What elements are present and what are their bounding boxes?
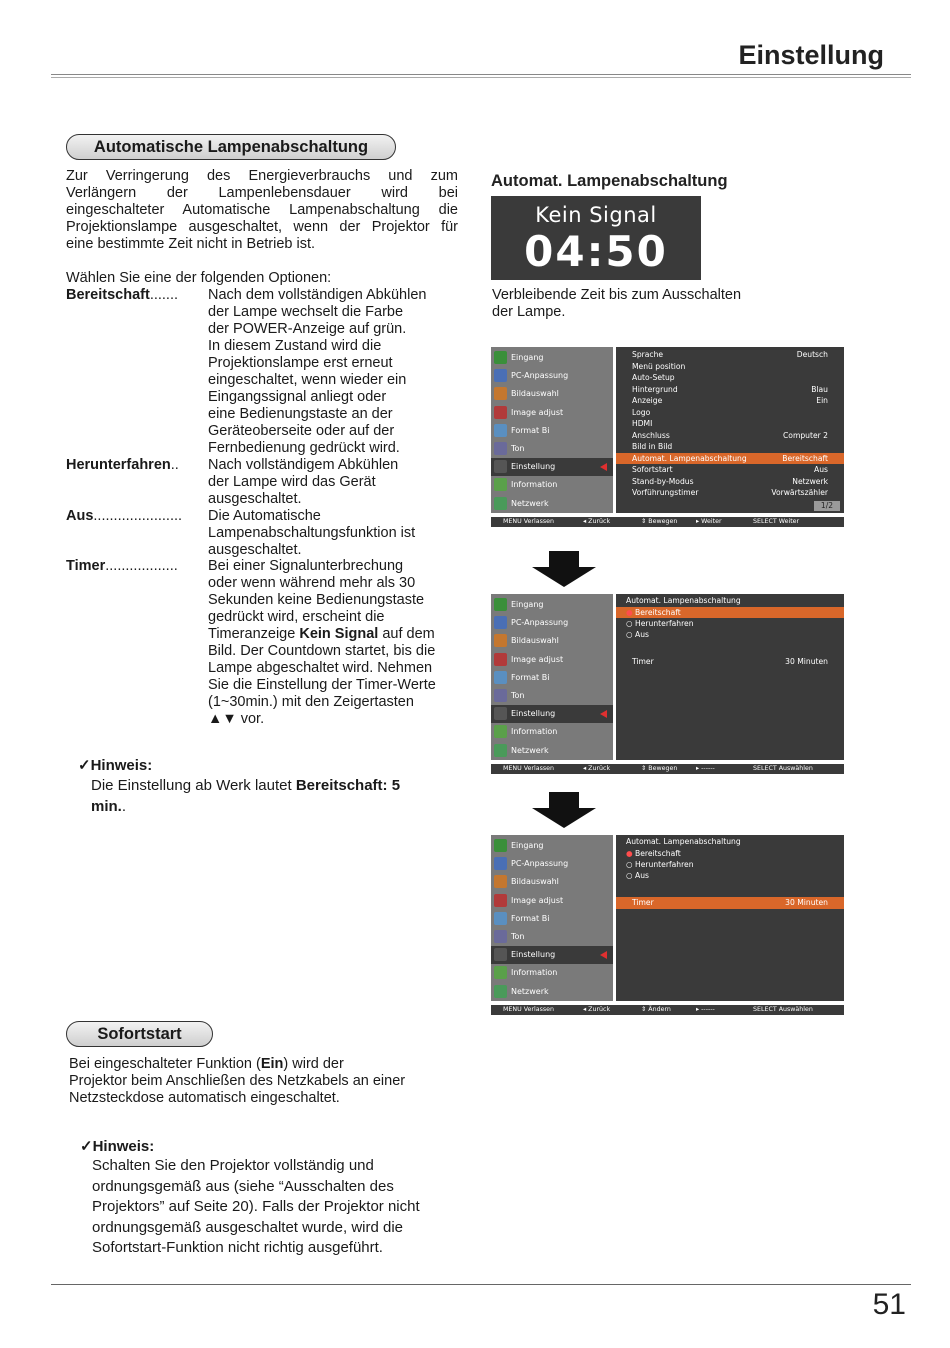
- option-term-dots: ..: [170, 457, 179, 473]
- footer-hint: MENU Verlassen: [503, 765, 555, 772]
- menu-item-icon: [494, 966, 507, 979]
- intro-line: Projektionslampe ausgeschaltet, wenn der Projektor für: [66, 219, 458, 235]
- footer-hint: ▸ ------: [696, 765, 715, 772]
- caption-line: der Lampe.: [492, 304, 566, 320]
- timer-display: [491, 196, 701, 280]
- submenu-spacer: [616, 881, 844, 897]
- settings-row: Menü position: [632, 361, 686, 371]
- header-divider-secondary: [51, 77, 911, 78]
- settings-row-value: Bereitschaft: [782, 453, 828, 463]
- menu-item-icon: [494, 616, 507, 629]
- menu-item-bildauswahl: Bildauswahl: [491, 632, 613, 650]
- option-line: der Lampe wird das Gerät: [208, 474, 376, 490]
- down-arrow-stem: [549, 792, 579, 808]
- settings-row-value: Aus: [814, 465, 828, 474]
- menu-item-format-bi: Format Bi: [491, 669, 613, 687]
- intro-paragraph: [66, 168, 458, 253]
- menu-item-bildauswahl: Bildauswahl: [491, 385, 613, 403]
- menu-item-information: Information: [491, 476, 613, 494]
- menu-item-format-bi: Format Bi: [491, 422, 613, 440]
- footer-divider: [51, 1284, 911, 1285]
- settings-row: Sofortstart Aus: [632, 465, 828, 474]
- timer-label: Kein Signal: [535, 203, 657, 227]
- option-line: Timeranzeige Kein Signal auf dem: [208, 626, 435, 642]
- option-description: [208, 558, 458, 728]
- footer-hint: SELECT Weiter: [753, 518, 800, 525]
- option-term-label: Timer: [66, 558, 106, 574]
- option-term: [66, 558, 178, 575]
- menu-footer: [491, 517, 844, 527]
- settings-row: Logo: [632, 407, 651, 417]
- down-arrow-icon: [532, 567, 596, 587]
- settings-row: HDMI: [632, 419, 653, 428]
- timer-row-value: 30 Minuten: [785, 657, 828, 666]
- note-text-bold: Bereitschaft: 5: [295, 777, 401, 794]
- menu-item-icon: [494, 948, 507, 961]
- settings-menu-3: [491, 835, 844, 1016]
- option-line: eingeschaltet, wenn wieder ein: [208, 372, 407, 388]
- footer-hint: MENU Verlassen: [503, 1006, 555, 1013]
- footer-hint: SELECT Auswählen: [753, 765, 813, 772]
- settings-row: Stand-by-Modus Netzwerk: [632, 476, 828, 486]
- menu-item-icon: [494, 634, 507, 647]
- menu-item-icon: [494, 442, 507, 455]
- menu-item-icon: [494, 671, 507, 684]
- header-divider: [51, 74, 911, 75]
- option-description: [208, 287, 458, 457]
- option-line: der Lampe wechselt die Farbe: [208, 304, 404, 320]
- menu-item-netzwerk: Netzwerk: [491, 983, 613, 1001]
- option-line: eine Bedienungstaste an der: [208, 406, 393, 422]
- option-line: (1~30min.) mit den Zeigertasten: [208, 694, 414, 710]
- menu-right-panel: [616, 594, 844, 760]
- option-line: ▲▼ vor.: [208, 711, 265, 727]
- sofortstart-line: Netzsteckdose automatisch eingeschaltet.: [69, 1090, 340, 1106]
- menu-item-icon: [494, 875, 507, 888]
- option-line: ausgeschaltet.: [208, 491, 302, 507]
- option-term-label: Herunterfahren: [66, 457, 171, 473]
- option-term-dots: .......: [149, 287, 179, 303]
- note-text-pre: Die Einstellung ab Werk lautet: [91, 777, 296, 794]
- option-term-label: Bereitschaft: [66, 287, 150, 303]
- intro-line: eingeschalteter Automatische Lampenabschaltung die: [66, 202, 458, 218]
- settings-row: Anzeige Ein: [632, 396, 828, 405]
- option-line: ausgeschaltet.: [208, 542, 302, 558]
- option-line: gedrückt wird, erscheint die: [208, 609, 385, 625]
- section-pill-sofortstart: Sofortstart: [66, 1021, 213, 1047]
- menu-right-panel: [616, 347, 844, 513]
- menu-item-icon: [494, 653, 507, 666]
- menu-left-panel: [491, 594, 613, 760]
- footer-hint: ◂ Zurück: [583, 518, 611, 525]
- menu-item-pc-anpassung: PC-Anpassung: [491, 614, 613, 632]
- timer-row: Timer 30 Minuten: [632, 657, 828, 666]
- menu-item-icon: [494, 857, 507, 870]
- menu-footer: [491, 1005, 844, 1015]
- settings-row: Anschluss Computer 2: [632, 430, 828, 440]
- menu-item-icon: [494, 707, 507, 720]
- menu-item-pc-anpassung: PC-Anpassung: [491, 367, 613, 385]
- note-line: Projektors” auf Seite 20). Falls der Projektor nicht: [92, 1198, 420, 1215]
- footer-hint: ▸ ------: [696, 1006, 715, 1013]
- option-line: In diesem Zustand wird die: [208, 338, 382, 354]
- settings-row-value: Netzwerk: [792, 476, 828, 486]
- menu-item-icon: [494, 351, 507, 364]
- menu-item-icon: [494, 497, 507, 510]
- option-line: Lampenabschaltungsfunktion ist: [208, 525, 416, 541]
- option-line: Projektionslampe erst erneut: [208, 355, 393, 371]
- menu-item-einstellung: Einstellung: [491, 458, 613, 476]
- submenu-option: ○ Herunterfahren: [626, 619, 694, 628]
- menu-item-pc-anpassung: PC-Anpassung: [491, 855, 613, 873]
- option-row: [66, 457, 456, 508]
- sofortstart-paragraph: [69, 1056, 459, 1107]
- menu-item-icon: [494, 369, 507, 382]
- submenu-option: ○ Herunterfahren: [626, 860, 694, 869]
- option-description: [208, 457, 458, 508]
- menu-item-information: Information: [491, 964, 613, 982]
- sofortstart-line: Bei eingeschalteter Funktion (Ein) wird der: [69, 1056, 344, 1072]
- menu-item-icon: [494, 894, 507, 907]
- menu-item-image-adjust: Image adjust: [491, 404, 613, 422]
- menu-item-icon: [494, 744, 507, 757]
- menu-left-panel: [491, 347, 613, 513]
- settings-row-value: Vorwärtszähler: [771, 488, 828, 497]
- section-pill-lampenabschaltung: Automatische Lampenabschaltung: [66, 134, 396, 160]
- menu-item-icon: [494, 387, 507, 400]
- radio-icon: ○: [626, 860, 636, 869]
- settings-row: Vorführungstimer Vorwärtszähler: [632, 488, 828, 497]
- radio-icon: ○: [626, 630, 636, 639]
- timer-row-value: 30 Minuten: [785, 898, 828, 907]
- settings-menu-2: [491, 594, 844, 775]
- footer-hint: ◂ Zurück: [583, 765, 611, 772]
- menu-item-einstellung: Einstellung: [491, 705, 613, 723]
- settings-row: Hintergrund Blau: [632, 384, 828, 394]
- radio-icon: ○: [626, 871, 636, 880]
- settings-menu-1: [491, 347, 844, 528]
- footer-hint: MENU Verlassen: [503, 518, 555, 525]
- timer-caption: [492, 287, 792, 321]
- footer-hint: ◂ Zurück: [583, 1006, 611, 1013]
- timer-row: Timer 30 Minuten: [616, 897, 844, 909]
- option-row: [66, 558, 456, 728]
- menu-item-format-bi: Format Bi: [491, 910, 613, 928]
- menu-item-icon: [494, 985, 507, 998]
- page-title: Einstellung: [738, 40, 884, 70]
- settings-row: Sprache Deutsch: [632, 350, 828, 359]
- menu-item-icon: [494, 689, 507, 702]
- option-term: [66, 508, 182, 525]
- submenu-header: Automat. Lampenabschaltung: [626, 596, 741, 605]
- option-term-dots: ......................: [93, 508, 183, 524]
- intro-line: Verlängern der Lampenlebensdauer wird bei: [66, 185, 458, 201]
- note-line: ordnungsgemäß aus (siehe “Ausschalten des: [92, 1177, 394, 1195]
- radio-icon: ○: [626, 619, 636, 628]
- note-heading-2: ✓Hinweis:: [80, 1138, 155, 1155]
- submenu-option: ● Bereitschaft: [626, 849, 681, 858]
- note-line: Schalten Sie den Projektor vollständig und: [92, 1157, 374, 1174]
- footer-hint: SELECT Auswählen: [753, 1006, 813, 1013]
- option-row: [66, 287, 456, 457]
- timer-value: 04:50: [524, 227, 668, 276]
- note-text-bold2: min.: [91, 797, 122, 815]
- option-line: oder wenn während mehr als 30: [208, 575, 416, 591]
- menu-item-information: Information: [491, 723, 613, 741]
- settings-row: Automat. Lampenabschaltung Bereitschaft: [616, 453, 844, 465]
- option-line: Bei einer Signalunterbrechung: [208, 558, 404, 574]
- note-heading: ✓Hinweis:: [78, 757, 153, 774]
- intro-line: eine bestimmte Zeit nicht in Betrieb ist.: [66, 236, 316, 252]
- radio-icon: ●: [626, 849, 636, 858]
- option-term-label: Aus: [66, 508, 94, 524]
- option-line: Sekunden keine Bedienungstaste: [208, 592, 425, 608]
- menu-item-icon: [494, 930, 507, 943]
- footer-hint: ⇕ Ändern: [641, 1006, 671, 1013]
- menu-item-icon: [494, 406, 507, 419]
- option-row: [66, 508, 456, 559]
- option-description: [208, 508, 458, 559]
- page-indicator: 1/2: [814, 501, 840, 511]
- option-term-dots: ..................: [105, 558, 178, 574]
- caption-line: Verbleibende Zeit bis zum Ausschalten: [492, 287, 742, 303]
- option-line: Die Automatische: [208, 508, 321, 524]
- settings-row-value: Deutsch: [796, 350, 828, 359]
- option-line: Sie die Einstellung der Timer-Werte: [208, 677, 436, 693]
- menu-item-netzwerk: Netzwerk: [491, 742, 613, 760]
- menu-footer: [491, 764, 844, 774]
- menu-item-icon: [494, 912, 507, 925]
- option-line: Fernbedienung gedrückt wird.: [208, 440, 400, 456]
- footer-hint: ▸ Weiter: [696, 518, 722, 525]
- menu-item-ton: Ton: [491, 687, 613, 705]
- submenu-header: Automat. Lampenabschaltung: [626, 837, 741, 846]
- option-line: Bild. Der Countdown startet, bis die: [208, 643, 436, 659]
- settings-row-value: Ein: [816, 396, 828, 405]
- menu-item-icon: [494, 598, 507, 611]
- note-line: ordnungsgemäß ausgeschaltet wurde, wird die: [92, 1218, 404, 1236]
- submenu-spacer: [616, 640, 844, 656]
- menu-item-icon: [494, 424, 507, 437]
- menu-item-icon: [494, 478, 507, 491]
- option-term: [66, 287, 178, 304]
- note-line: Sofortstart-Funktion nicht richtig ausgeführt.: [92, 1239, 383, 1256]
- option-line: Nach vollständigem Abkühlen: [208, 457, 399, 473]
- settings-row: Auto-Setup: [632, 373, 675, 382]
- menu-item-image-adjust: Image adjust: [491, 651, 613, 669]
- sofortstart-line: Projektor beim Anschließen des Netzkabels an einer: [69, 1073, 406, 1089]
- option-term: [66, 457, 179, 474]
- note-text: [91, 776, 441, 817]
- menu-item-netzwerk: Netzwerk: [491, 495, 613, 513]
- submenu-option: ○ Aus: [626, 630, 650, 639]
- menu-item-eingang: Eingang: [491, 596, 613, 614]
- choose-options-text: Wählen Sie eine der folgenden Optionen:: [66, 270, 332, 286]
- option-line: Nach dem vollständigen Abkühlen: [208, 287, 427, 303]
- menu-item-bildauswahl: Bildauswahl: [491, 873, 613, 891]
- menu-item-eingang: Eingang: [491, 349, 613, 367]
- menu-item-icon: [494, 460, 507, 473]
- menu-item-icon: [494, 725, 507, 738]
- note-text-post: .: [121, 797, 127, 815]
- page-number: 51: [872, 1288, 906, 1321]
- menu-left-panel: [491, 835, 613, 1001]
- note-text-2: [92, 1156, 452, 1259]
- settings-row-value: Computer 2: [783, 430, 828, 440]
- intro-line: Zur Verringerung des Energieverbrauchs und zum: [66, 168, 458, 184]
- menu-item-eingang: Eingang: [491, 837, 613, 855]
- submenu-option: ○ Aus: [626, 871, 650, 880]
- menu-item-ton: Ton: [491, 928, 613, 946]
- menu-right-panel: [616, 835, 844, 1001]
- option-line: Eingangssignal anliegt oder: [208, 389, 387, 405]
- menu-item-ton: Ton: [491, 440, 613, 458]
- submenu-option: ● Bereitschaft: [616, 607, 844, 618]
- settings-row: Bild in Bild: [632, 442, 673, 451]
- down-arrow-icon: [532, 808, 596, 828]
- radio-icon: ●: [626, 608, 636, 617]
- option-line: Lampe abgeschaltet wird. Nehmen: [208, 660, 433, 676]
- option-line: der POWER-Anzeige auf grün.: [208, 321, 407, 337]
- footer-hint: ⇕ Bewegen: [641, 518, 678, 525]
- footer-hint: ⇕ Bewegen: [641, 765, 678, 772]
- menu-item-einstellung: Einstellung: [491, 946, 613, 964]
- option-line: Geräteoberseite oder auf der: [208, 423, 395, 439]
- menu-item-icon: [494, 839, 507, 852]
- down-arrow-stem: [549, 551, 579, 567]
- right-column-title: Automat. Lampenabschaltung: [491, 172, 728, 190]
- menu-item-image-adjust: Image adjust: [491, 892, 613, 910]
- settings-row-value: Blau: [811, 384, 828, 394]
